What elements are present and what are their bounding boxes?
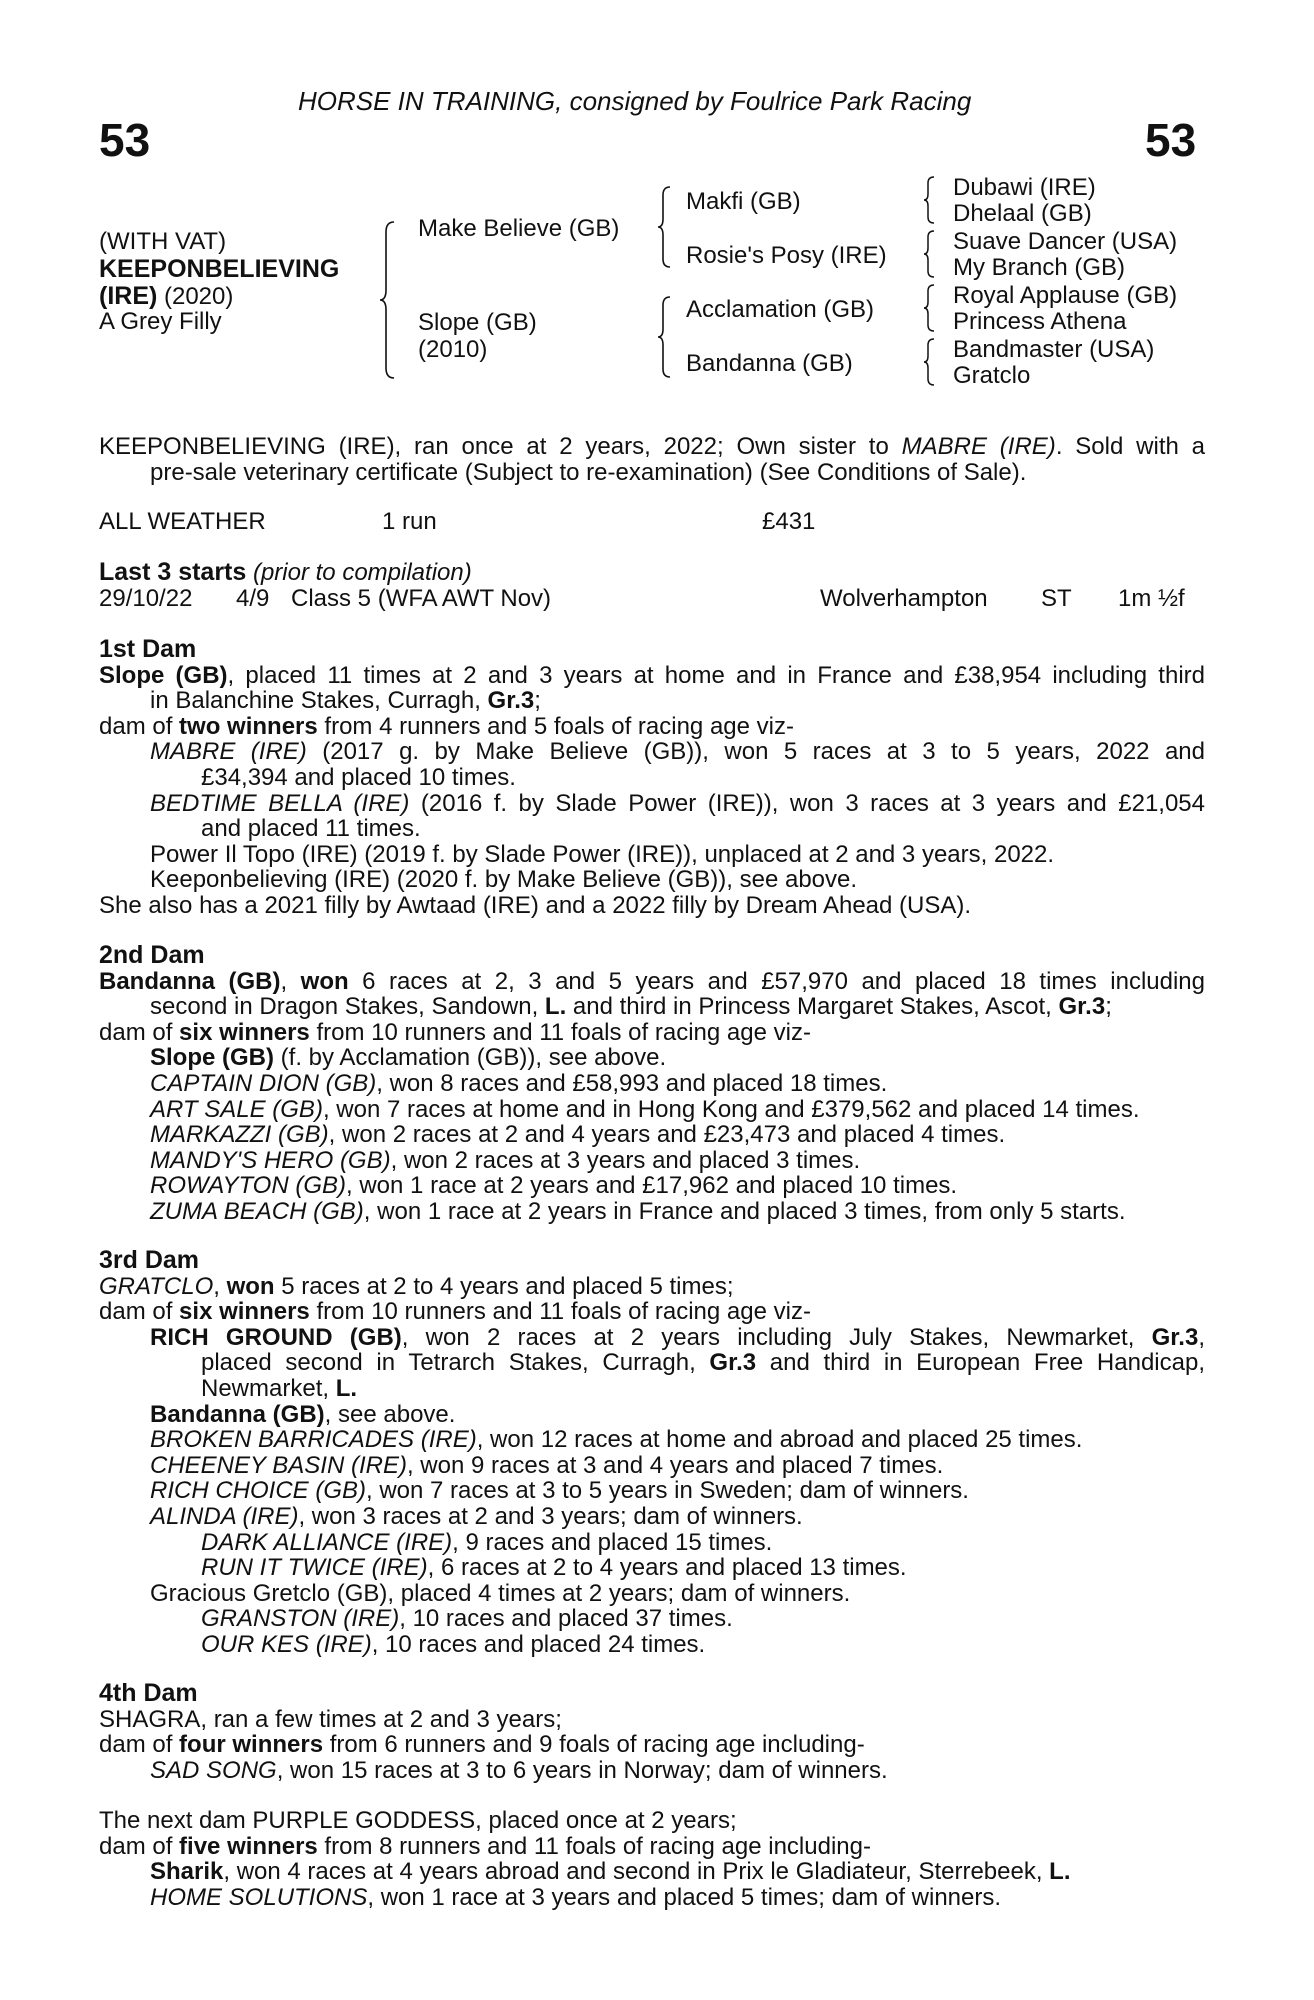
horse-year: (2020) bbox=[157, 283, 234, 310]
next-dam-line: The next dam PURPLE GODDESS, placed once at 2 years; bbox=[99, 1807, 737, 1834]
third-dam-section bbox=[99, 1248, 1205, 1658]
pedigree-brace-gen3-4 bbox=[922, 337, 938, 387]
pedigree-dam-sire: Acclamation (GB) bbox=[686, 296, 875, 323]
lot-number-right: 53 bbox=[1145, 114, 1197, 166]
pedigree-gen3-item: Bandmaster (USA) bbox=[953, 336, 1155, 363]
third-dam-line: DARK ALLIANCE (IRE), 9 races and placed 15 times. bbox=[201, 1528, 773, 1556]
section-heading: 1st Dam bbox=[99, 635, 197, 663]
third-dam-line: BROKEN BARRICADES (IRE), won 12 races at home and abroad and placed 25 times. bbox=[150, 1426, 1083, 1454]
third-dam-line: dam of six winners from 10 runners and 11 foals of racing age viz- bbox=[99, 1298, 811, 1326]
third-dam-line: RICH CHOICE (GB), won 7 races at 3 to 5 years in Sweden; dam of winners. bbox=[150, 1477, 969, 1505]
first-dam-line: and placed 11 times. bbox=[201, 815, 421, 843]
first-dam-line: Keeponbelieving (IRE) (2020 f. by Make Believe (GB)), see above. bbox=[150, 866, 858, 894]
page-header-title: HORSE IN TRAINING, consigned by Foulrice Park Racing bbox=[298, 86, 972, 116]
horse-name: KEEPONBELIEVING bbox=[99, 255, 340, 283]
section-heading: 2nd Dam bbox=[99, 941, 205, 969]
record-earnings: £431 bbox=[762, 508, 816, 535]
first-dam-line: BEDTIME BELLA (IRE) (2016 f. by Slade Power (IRE)), won 3 races at 3 years and £21,054 bbox=[150, 789, 1205, 817]
pedigree-sire-dam: Rosie's Posy (IRE) bbox=[686, 242, 887, 269]
record-runs: 1 run bbox=[382, 508, 437, 535]
third-dam-line: placed second in Tetrarch Stakes, Curragh, Gr.3 and third in European Free Handicap, bbox=[201, 1349, 1205, 1377]
next-dam-line: dam of five winners from 8 runners and 11 foals of racing age including- bbox=[99, 1832, 871, 1860]
pedigree-gen3-item: Dhelaal (GB) bbox=[953, 200, 1092, 227]
second-dam-section bbox=[99, 943, 1205, 1225]
pedigree-dam-year: (2010) bbox=[418, 336, 488, 363]
summary-line: pre-sale veterinary certificate (Subject to re-examination) (See Conditions of Sale). bbox=[150, 458, 1027, 486]
third-dam-line: Gracious Gretclo (GB), placed 4 times at 2 years; dam of winners. bbox=[150, 1579, 851, 1607]
pedigree-brace-dam bbox=[656, 295, 674, 379]
fourth-dam-line: dam of four winners from 6 runners and 9 foals of racing age including- bbox=[99, 1731, 865, 1759]
third-dam-line: ALINDA (IRE), won 3 races at 2 and 3 years; dam of winners. bbox=[150, 1502, 803, 1530]
second-dam-line: MANDY'S HERO (GB), won 2 races at 3 years and placed 3 times. bbox=[150, 1146, 861, 1174]
pedigree-gen3-item: Dubawi (IRE) bbox=[953, 174, 1096, 201]
pedigree-brace-gen3-3 bbox=[922, 283, 938, 333]
start-going: ST bbox=[1041, 585, 1072, 612]
fourth-dam-line: SAD SONG, won 15 races at 3 to 6 years in Norway; dam of winners. bbox=[150, 1756, 888, 1784]
second-dam-line: ROWAYTON (GB), won 1 race at 2 years and £17,962 and placed 10 times. bbox=[150, 1172, 958, 1200]
second-dam-line: ZUMA BEACH (GB), won 1 race at 2 years in France and placed 3 times, from only 5 starts. bbox=[150, 1197, 1126, 1225]
fourth-dam-line: SHAGRA, ran a few times at 2 and 3 years; bbox=[99, 1705, 562, 1733]
summary-sibling: MABRE (IRE) bbox=[901, 433, 1056, 460]
pedigree-dam: Slope (GB) bbox=[418, 309, 537, 336]
third-dam-line: OUR KES (IRE), 10 races and placed 24 times. bbox=[201, 1630, 706, 1658]
pedigree-gen3-item: Princess Athena bbox=[953, 308, 1127, 335]
horse-origin: (IRE) bbox=[99, 282, 158, 310]
first-dam-line: Slope (GB), placed 11 times at 2 and 3 years at home and in France and £38,954 including third bbox=[99, 661, 1205, 689]
first-dam-line: MABRE (IRE) (2017 g. by Make Believe (GB)), won 5 races at 3 to 5 years, 2022 and bbox=[150, 738, 1206, 766]
pedigree-brace-gen3-2 bbox=[922, 229, 938, 279]
pedigree-sire-sire: Makfi (GB) bbox=[686, 188, 801, 215]
horse-origin-year bbox=[99, 283, 233, 310]
first-dam-line: £34,394 and placed 10 times. bbox=[201, 763, 516, 791]
second-dam-line: dam of six winners from 10 runners and 11 foals of racing age viz- bbox=[99, 1018, 811, 1046]
next-dam-line: HOME SOLUTIONS, won 1 race at 3 years and placed 5 times; dam of winners. bbox=[150, 1883, 1002, 1911]
third-dam-line: RICH GROUND (GB), won 2 races at 2 years including July Stakes, Newmarket, Gr.3, bbox=[150, 1323, 1205, 1351]
start-course: Wolverhampton bbox=[820, 585, 988, 612]
last-starts-heading: Last 3 starts (prior to compilation) bbox=[99, 558, 472, 586]
third-dam-line: GRATCLO, won 5 races at 2 to 4 years and placed 5 times; bbox=[99, 1272, 734, 1300]
third-dam-line: RUN IT TWICE (IRE), 6 races at 2 to 4 years and placed 13 times. bbox=[201, 1554, 907, 1582]
third-dam-line: Newmarket, L. bbox=[201, 1374, 358, 1402]
vat-label: (WITH VAT) bbox=[99, 228, 227, 255]
pedigree-brace-sire bbox=[656, 185, 674, 269]
pedigree-dam-dam: Bandanna (GB) bbox=[686, 350, 853, 377]
third-dam-line: Bandanna (GB), see above. bbox=[150, 1400, 456, 1428]
start-date: 29/10/22 bbox=[99, 585, 193, 612]
second-dam-line: Bandanna (GB), won 6 races at 2, 3 and 5 years and £57,970 and placed 18 times including bbox=[99, 967, 1205, 995]
first-dam-line: dam of two winners from 4 runners and 5 foals of racing age viz- bbox=[99, 712, 794, 740]
next-dam-section bbox=[99, 1808, 1205, 1910]
second-dam-line: CAPTAIN DION (GB), won 8 races and £58,993 and placed 18 times. bbox=[150, 1069, 888, 1097]
third-dam-line: GRANSTON (IRE), 10 races and placed 37 times. bbox=[201, 1605, 733, 1633]
fourth-dam-section bbox=[99, 1681, 1205, 1783]
pedigree-sire: Make Believe (GB) bbox=[418, 215, 620, 242]
next-dam-line: Sharik, won 4 races at 4 years abroad and second in Prix le Gladiateur, Sterrebeek, L. bbox=[150, 1858, 1071, 1886]
pedigree-brace-gen3-1 bbox=[922, 175, 938, 225]
lot-number-left: 53 bbox=[99, 114, 151, 166]
section-heading: 3rd Dam bbox=[99, 1246, 200, 1274]
record-surface: ALL WEATHER bbox=[99, 508, 266, 535]
second-dam-line: ART SALE (GB), won 7 races at home and in Hong Kong and £379,562 and placed 14 times. bbox=[150, 1095, 1140, 1123]
horse-description: A Grey Filly bbox=[99, 308, 222, 335]
start-race: Class 5 (WFA AWT Nov) bbox=[291, 585, 552, 612]
first-dam-line: in Balanchine Stakes, Curragh, Gr.3; bbox=[150, 687, 541, 715]
second-dam-line: Slope (GB) (f. by Acclamation (GB)), see above. bbox=[150, 1044, 667, 1072]
summary-line: KEEPONBELIEVING (IRE), ran once at 2 years, 2022; Own sister to MABRE (IRE). Sold with a bbox=[99, 433, 1206, 460]
start-position: 4/9 bbox=[236, 585, 270, 612]
pedigree-gen3-item: Royal Applause (GB) bbox=[953, 282, 1178, 309]
third-dam-line: CHEENEY BASIN (IRE), won 9 races at 3 and 4 years and placed 7 times. bbox=[150, 1451, 944, 1479]
start-distance: 1m ½f bbox=[1118, 585, 1185, 612]
second-dam-line: MARKAZZI (GB), won 2 races at 2 and 4 years and £23,473 and placed 4 times. bbox=[150, 1121, 1006, 1149]
first-dam-section bbox=[99, 637, 1205, 919]
pedigree-gen3-item: Suave Dancer (USA) bbox=[953, 228, 1178, 255]
second-dam-line: second in Dragon Stakes, Sandown, L. and third in Princess Margaret Stakes, Ascot, Gr.3; bbox=[150, 993, 1112, 1021]
pedigree-gen3-item: My Branch (GB) bbox=[953, 254, 1126, 281]
section-heading: 4th Dam bbox=[99, 1679, 198, 1707]
pedigree-gen3-item: Gratclo bbox=[953, 362, 1031, 389]
first-dam-line: She also has a 2021 filly by Awtaad (IRE) and a 2022 filly by Dream Ahead (USA). bbox=[99, 891, 972, 919]
pedigree-brace-main bbox=[378, 220, 398, 380]
summary-paragraph bbox=[99, 434, 1205, 485]
first-dam-line: Power Il Topo (IRE) (2019 f. by Slade Power (IRE)), unplaced at 2 and 3 years, 2022. bbox=[150, 840, 1055, 868]
